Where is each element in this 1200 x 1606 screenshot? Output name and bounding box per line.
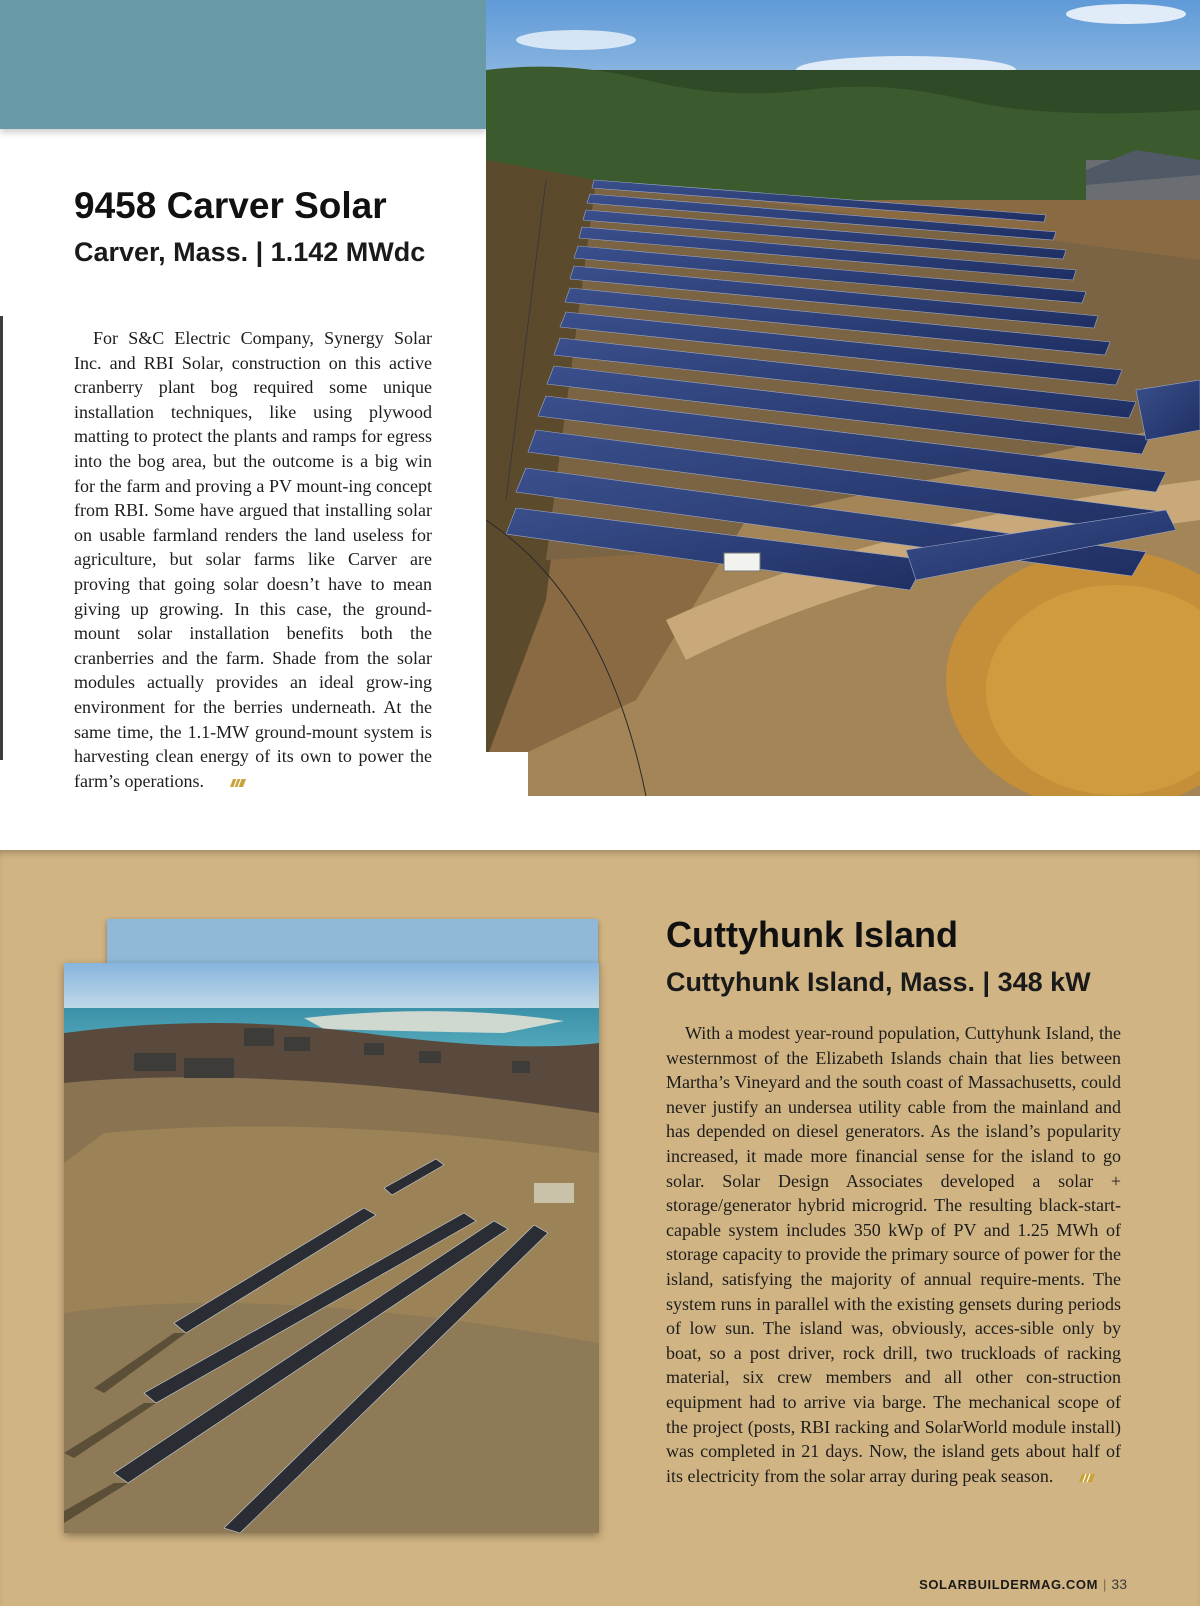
end-of-article-mark-icon bbox=[210, 770, 247, 795]
article-body-carver-text: For S&C Electric Company, Synergy Solar Inc. and RBI Solar, construction on this active cranberry plant bog required some unique installation techniques, like using plywood matting to protect the plants and ramps for egress into the bog area, but the outcome is a big win for the farm and proving a PV mount-ing concept from RBI. Some have argued that installing solar on usable farmland renders the land useless for agriculture, but solar farms like Carver are proving that going solar doesn’t have to mean giving up growing. In this case, the ground-mount solar installation benefits both the cranberries and the farm. Shade from the solar modules actually provides an ideal grow-ing environment for the berries underneath. At the same time, the 1.1-MW ground-mount system is harvesting clean energy of its own to power the farm’s operations. bbox=[74, 328, 432, 791]
page-edge-bar bbox=[0, 316, 3, 760]
footer-site-link[interactable]: SOLARBUILDERMAG.COM bbox=[919, 1577, 1099, 1592]
end-of-article-mark-icon bbox=[1059, 1465, 1096, 1490]
cuttyhunk-photo-backing bbox=[107, 919, 598, 967]
header-color-band bbox=[0, 0, 486, 129]
article-subtitle-carver: Carver, Mass. | 1.142 MWdc bbox=[74, 237, 426, 267]
page-footer bbox=[919, 1576, 1127, 1592]
article-body-cuttyhunk bbox=[666, 1021, 1121, 1490]
footer-separator: | bbox=[1103, 1577, 1107, 1592]
article-title-carver: 9458 Carver Solar bbox=[74, 185, 387, 226]
article-title-cuttyhunk: Cuttyhunk Island bbox=[666, 914, 959, 955]
cuttyhunk-island-aerial-photo bbox=[64, 963, 599, 1533]
page-number: 33 bbox=[1111, 1576, 1127, 1592]
carver-solar-aerial-photo bbox=[486, 0, 1200, 796]
article-body-cuttyhunk-text: With a modest year-round population, Cuttyhunk Island, the westernmost of the Elizabeth Islands chain that lies between Martha’s Vineyard and the south coast of Massachusetts, could never justify an undersea utility cable from the mainland and has depended on diesel generators. As the island’s popularity increased, it made more financial sense for the island to go solar. Solar Design Associates developed a solar + storage/generator hybrid microgrid. The resulting black-start-capable system includes 350 kWp of PV and 1.25 MWh of storage capacity to provide the primary source of power for the island, satisfying the majority of annual require-ments. The system runs in parallel with the existing gensets during periods of low sun. The island was, obviously, acces-sible only by boat, so a post driver, rock drill, two truckloads of racking material, six crew members and all other con-struction equipment had to arrive via barge. The mechanical scope of the project (posts, RBI racking and SolarWorld module install) was completed in 21 days. Now, the island gets about half of its electricity from the solar array during peak season. bbox=[666, 1023, 1121, 1486]
article-body-carver bbox=[74, 326, 432, 795]
article-subtitle-cuttyhunk: Cuttyhunk Island, Mass. | 348 kW bbox=[666, 967, 1091, 997]
